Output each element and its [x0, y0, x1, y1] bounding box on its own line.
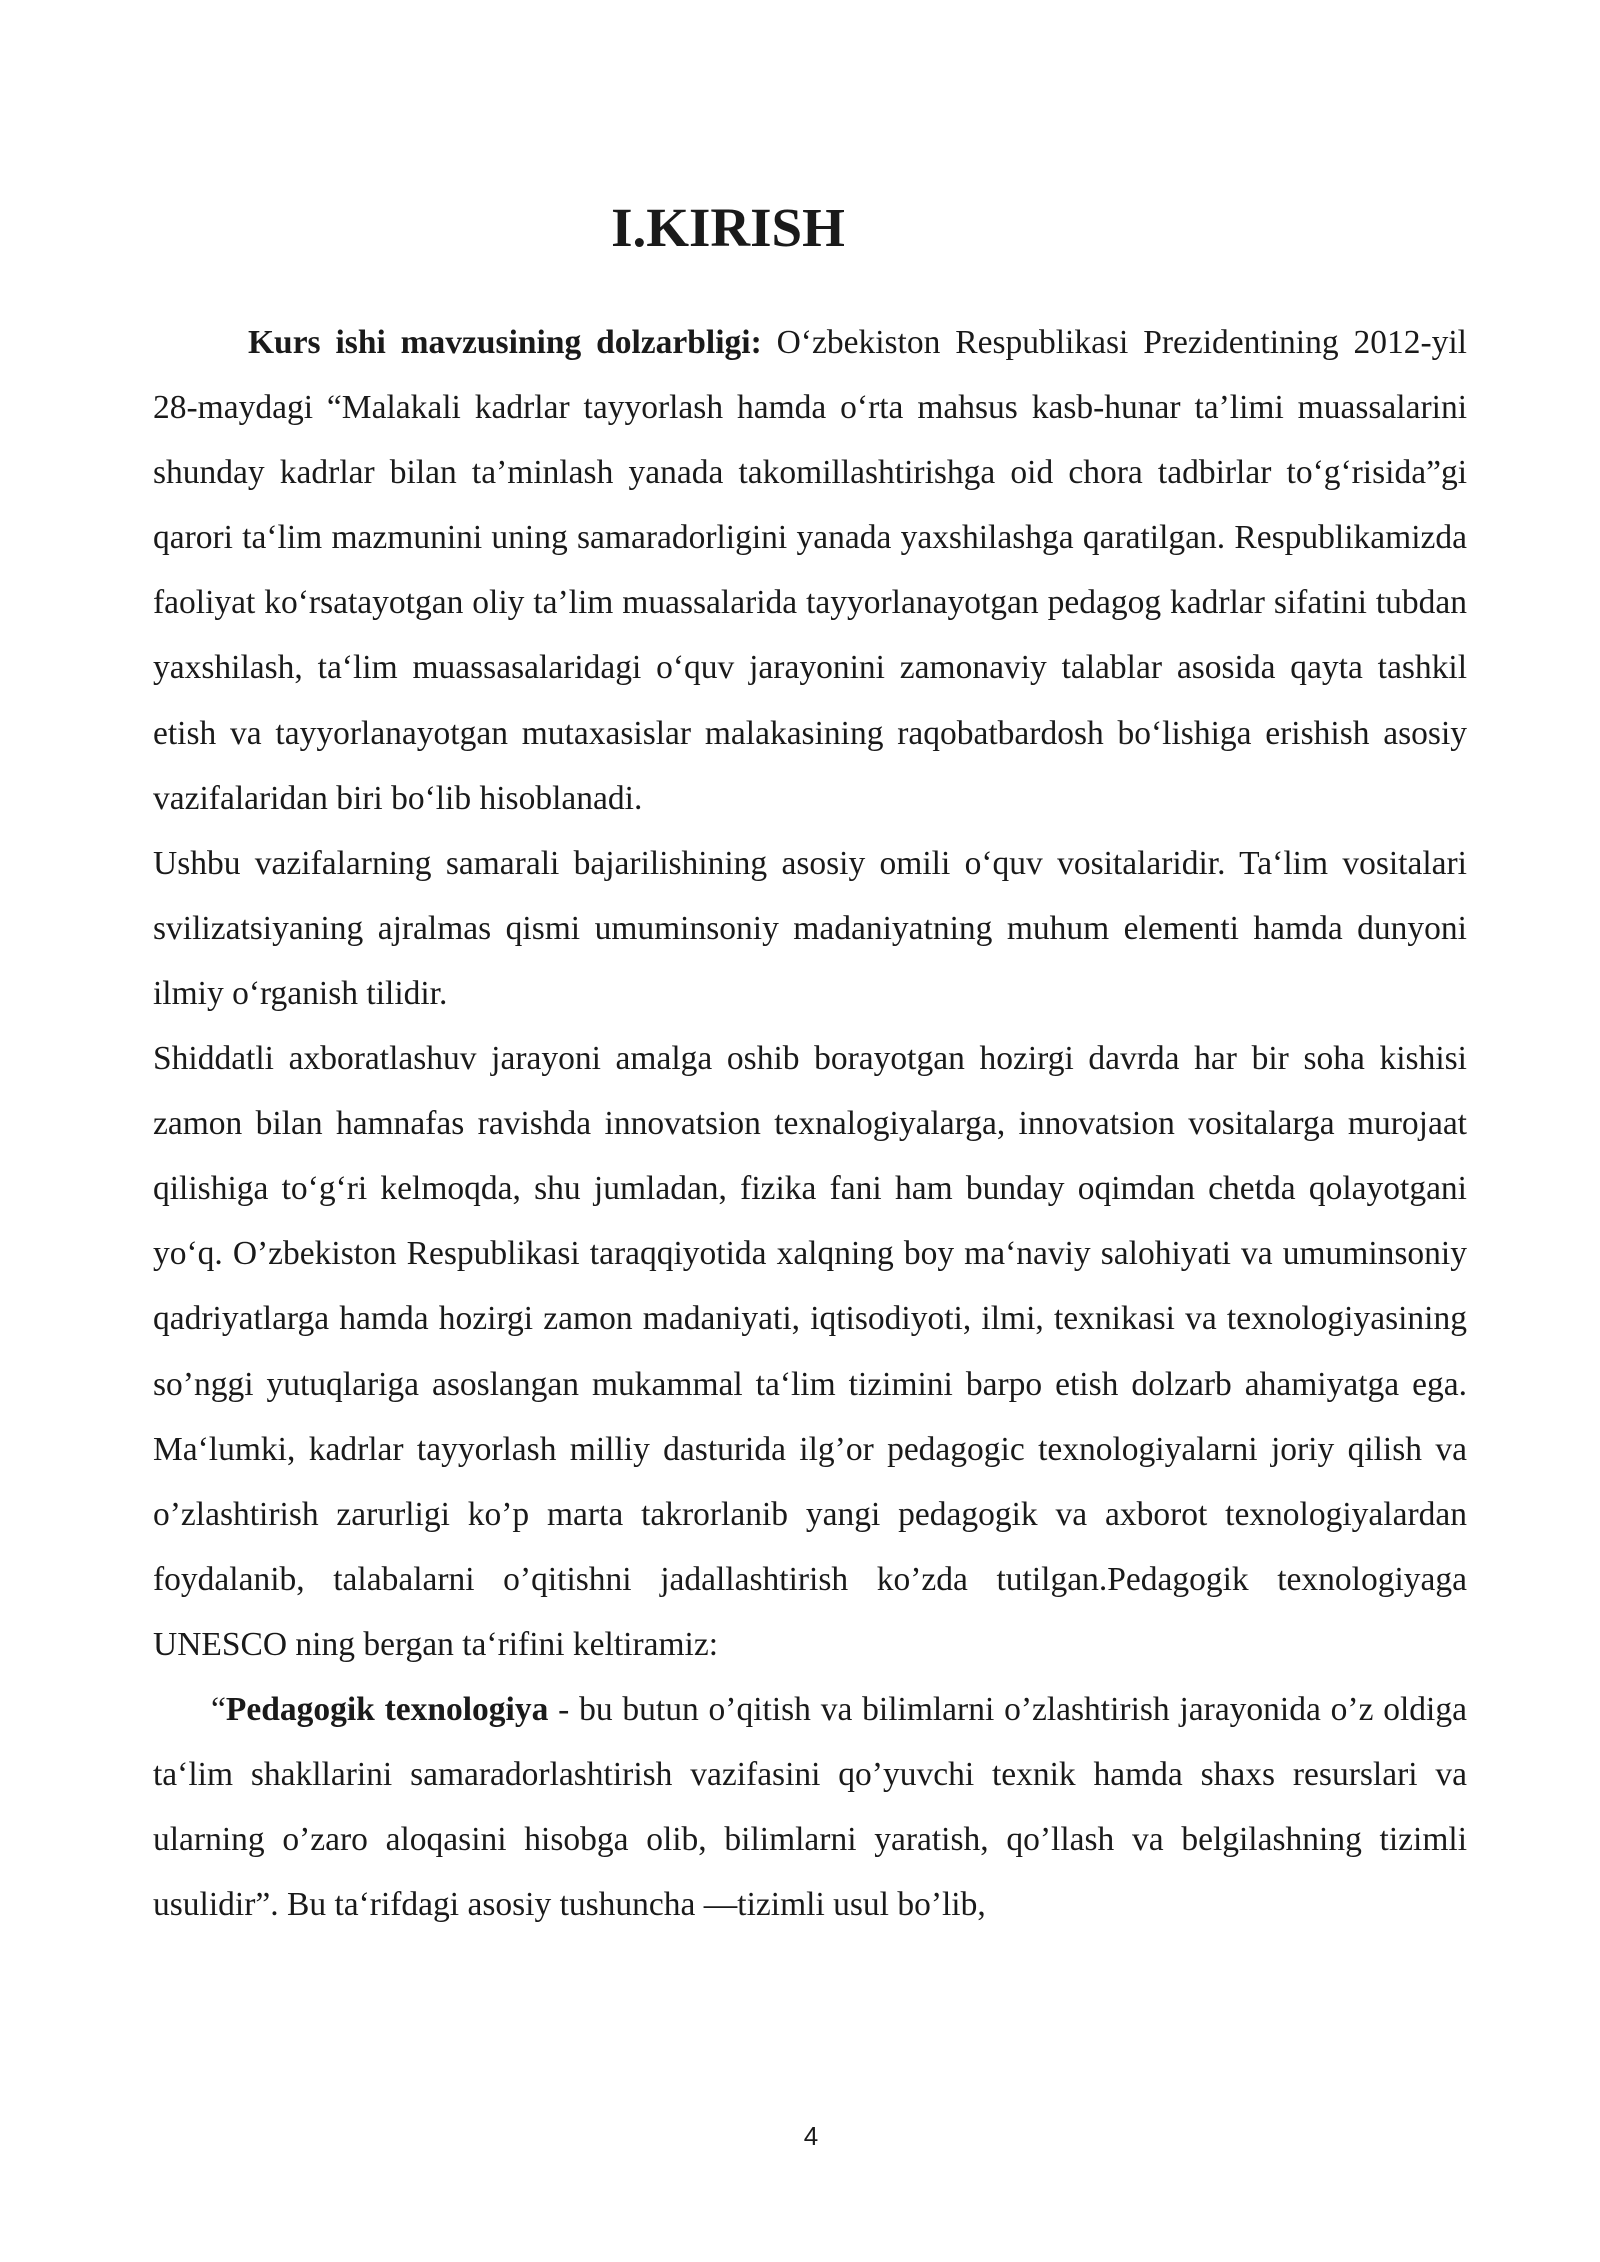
paragraph-text: O‘zbekiston Respublikasi Prezidentining 2012-yil 28-maydagi “Malakali kadrlar tayyorlash hamda o‘rta mahsus kasb-hunar ta’limi muassalarini shunday kadrlar bilan ta’minlash yanada takomillashtirishga oid chora tadbirlar to‘g‘risida”gi qarori ta‘lim mazmunini uning samaradorligini yanada yaxshilashga qaratilgan. Respublikamizda faoliyat ko‘rsatayotgan oliy ta’lim muassalarida tayyorlanayotgan pedagog kadrlar sifatini tubdan yaxshilash, ta‘lim muassasalaridagi o‘quv jarayonini zamonaviy talablar asosida qayta tashkil etish va tayyorlanayotgan mutaxasislar malakasining raqobatbardosh bo‘lishiga erishish asosiy vazifalaridan biri bo‘lib hisoblanadi.	[153, 324, 1467, 817]
paragraph-relevance	[153, 310, 1467, 831]
paragraph-informatization: Shiddatli axboratlashuv jarayoni amalga oshib borayotgan hozirgi davrda har bir soha kishisi zamon bilan hamnafas ravishda innovatsion texnalogiyalarga, innovatsion vositalarga murojaat qilishiga to‘g‘ri kelmoqda, shu jumladan, fizika fani ham bunday oqimdan chetda qolayotgani yo‘q. O’zbekiston Respublikasi taraqqiyotida xalqning boy ma‘naviy salohiyati va umuminsoniy qadriyatlarga hamda hozirgi zamon madaniyati, iqtisodiyoti, ilmi, texnikasi va texnologiyasining so’nggi yutuqlariga asoslangan mukammal ta‘lim tizimini barpo etish dolzarb ahamiyatga ega. Ma‘lumki, kadrlar tayyorlash milliy dasturida ilg’or pedagogic texnologiyalarni joriy qilish va o’zlashtirish zarurligi ko’p marta takrorlanib yangi pedagogik va axborot texnologiyalardan foydalanib, talabalarni o’qitishni jadallashtirish ko’zda tutilgan.Pedagogik texnologiyaga UNESCO ning bergan ta‘rifini keltiramiz:	[153, 1040, 1467, 1663]
paragraph-tasks: Ushbu vazifalarning samarali bajarilishining asosiy omili o‘quv vositalaridir. Ta‘lim vositalari svilizatsiyaning ajralmas qismi umuminsoniy madaniyatning muhum elementi hamda dunyoni ilmiy o‘rganish tilidir.	[153, 844, 1467, 1012]
paragraph-definition	[153, 1677, 1467, 1937]
document-body	[153, 310, 1467, 1937]
page-title: I.KIRISH	[611, 197, 845, 258]
definition-text: - bu butun o’qitish va bilimlarni o’zlashtirish jarayonida o’z oldiga ta‘lim shakllarini samaradorlashtirish vazifasini qo’yuvchi texnik hamda shaxs resurslari va ularning o’zaro aloqasini hisobga olib, bilimlarni yaratish, qo’llash va belgilashning tizimli usulidir”. Bu ta‘rifdagi asosiy tushuncha ―tizimli usul bo’lib,	[153, 1690, 1467, 1924]
definition-term: Pedagogik texnologiya	[225, 1690, 549, 1728]
paragraph-lead: Kurs ishi mavzusining dolzarbligi:	[248, 324, 762, 361]
open-quote: “	[211, 1690, 226, 1728]
page-number: 4	[803, 2121, 819, 2151]
